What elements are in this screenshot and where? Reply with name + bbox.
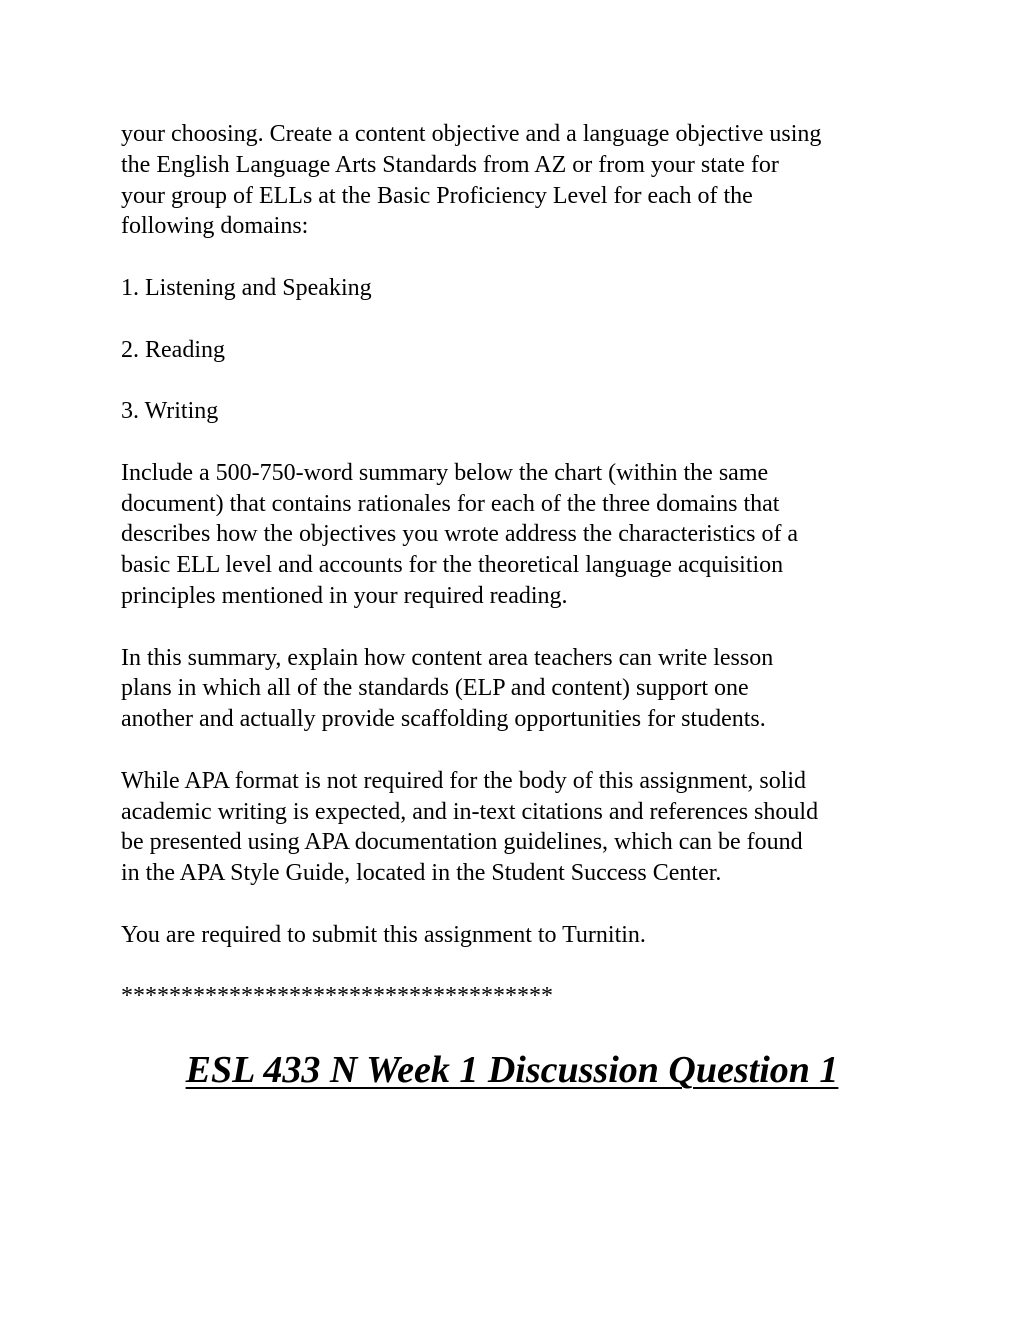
paragraph-line: document) that contains rationales for each of the three domains that bbox=[121, 490, 780, 517]
paragraph bbox=[121, 273, 911, 304]
paragraph-line: plans in which all of the standards (ELP and content) support one bbox=[121, 675, 749, 702]
paragraph-line: your choosing. Create a content objective and a language objective using bbox=[121, 121, 822, 147]
paragraph-line: another and actually provide scaffolding opportunities for students. bbox=[121, 706, 766, 733]
paragraph-line: While APA format is not required for the body of this assignment, solid bbox=[121, 767, 807, 794]
paragraph-line: 2. Reading bbox=[121, 336, 225, 363]
paragraph-line: basic ELL level and accounts for the theoretical language acquisition bbox=[121, 552, 784, 579]
paragraph-line: be presented using APA documentation guidelines, which can be found bbox=[121, 829, 803, 856]
paragraph-line: 3. Writing bbox=[121, 398, 219, 425]
paragraph bbox=[121, 119, 911, 242]
paragraph bbox=[121, 396, 911, 427]
paragraph bbox=[121, 335, 911, 366]
paragraph-line: 1. Listening and Speaking bbox=[121, 274, 372, 301]
paragraph-line: In this summary, explain how content area teachers can write lesson bbox=[121, 644, 774, 671]
paragraph-line: academic writing is expected, and in-text citations and references should bbox=[121, 798, 819, 825]
paragraph-line: following domains: bbox=[121, 213, 309, 240]
document-body bbox=[121, 119, 911, 1043]
paragraph-line: You are required to submit this assignment to Turnitin. bbox=[121, 921, 646, 948]
paragraph-line: describes how the objectives you wrote address the characteristics of a bbox=[121, 521, 799, 548]
paragraph-line: in the APA Style Guide, located in the Student Success Center. bbox=[121, 860, 722, 887]
paragraph-line: your group of ELLs at the Basic Proficiency Level for each of the bbox=[121, 182, 753, 209]
paragraph-line: Include a 500-750-word summary below the chart (within the same bbox=[121, 459, 769, 486]
paragraph bbox=[121, 920, 911, 951]
paragraph-line: the English Language Arts Standards from AZ or from your state for bbox=[121, 151, 779, 178]
paragraph-line: principles mentioned in your required reading. bbox=[121, 582, 568, 609]
paragraph bbox=[121, 643, 911, 735]
section-heading: ESL 433 N Week 1 Discussion Question 1 bbox=[185, 1049, 839, 1091]
paragraph bbox=[121, 458, 911, 612]
separator-line: ************************************ bbox=[121, 983, 553, 1010]
paragraph bbox=[121, 766, 911, 889]
